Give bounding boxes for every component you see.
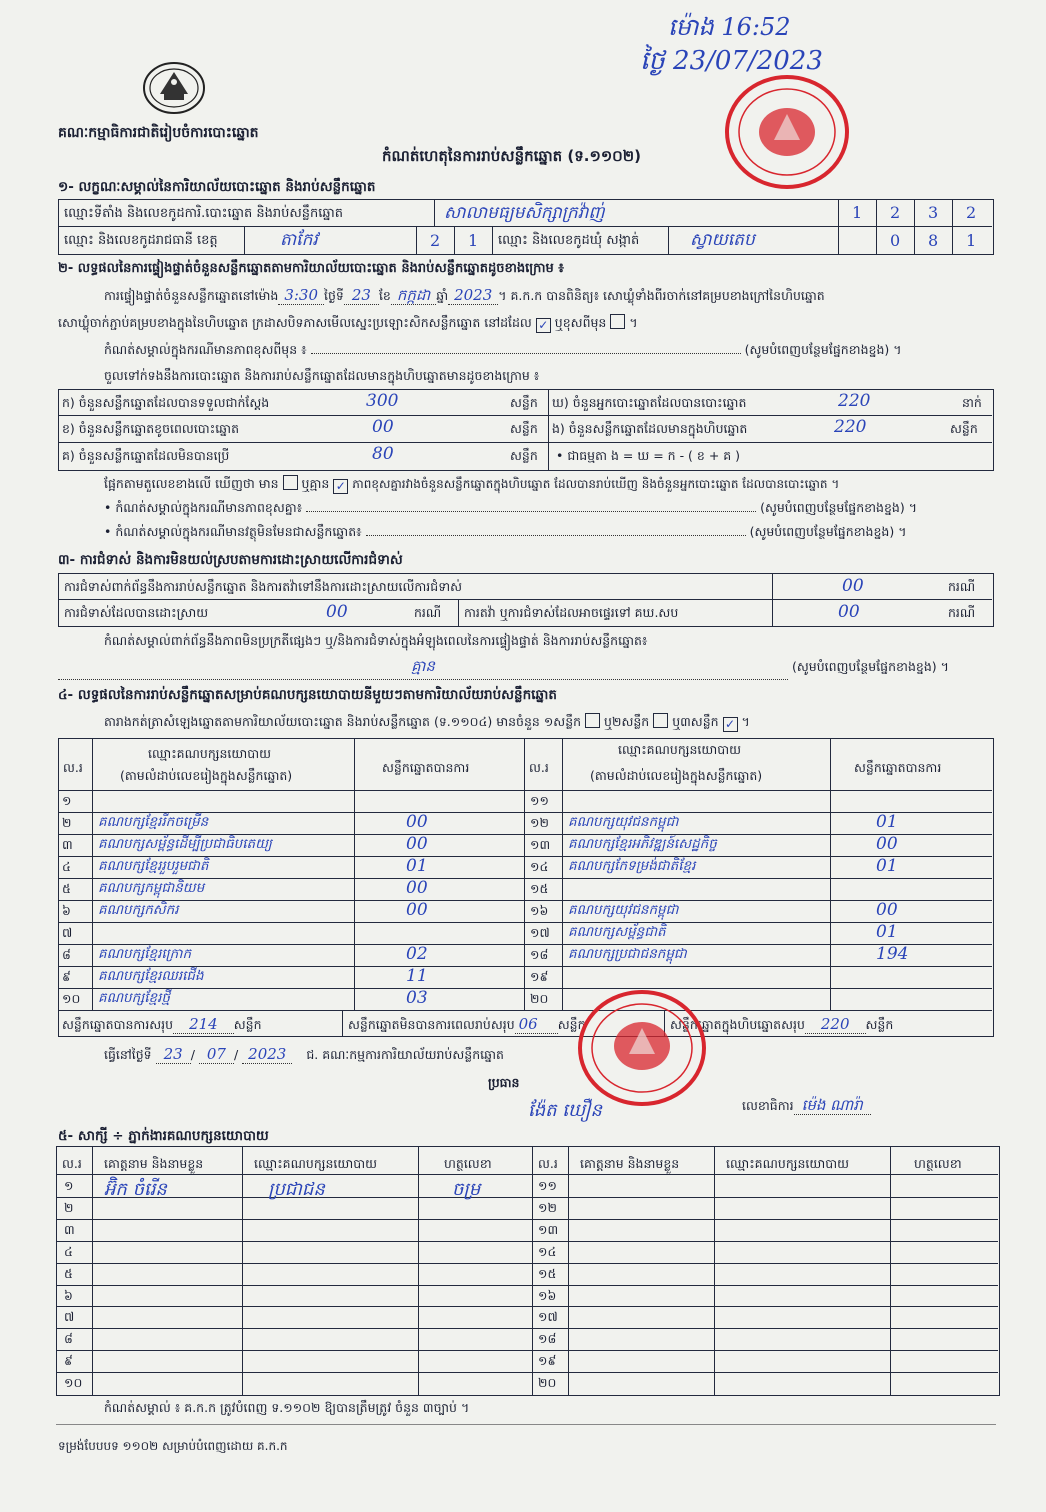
col-votes-left: សន្លឹកឆ្នោតបានការ <box>382 760 470 775</box>
opt3: ឬ៣សន្លឹក <box>672 714 719 729</box>
witness-row-no: ២០ <box>538 1375 557 1390</box>
province-code-1: 2 <box>430 231 441 250</box>
compare-row <box>104 475 839 495</box>
p1-e: ។ គ.ក.ក បានពិនិត្យ៖ សោឃ្លុំទាំងពីរចាក់នៅគម្របខាងក្រៅនៃហិបឆ្នោត <box>498 288 825 303</box>
witness-row-divider <box>56 1241 998 1242</box>
party-votes: 01 <box>876 922 898 942</box>
party-name: គណបក្សខ្មែរអភិវឌ្ឍន៍សេដ្ឋកិច្ច <box>568 836 717 852</box>
station-label: ឈ្មោះទីតាំង និងលេខកូដការិ.បោះឆ្នោត និងរាប់សន្លឹកឆ្នោត <box>64 206 343 221</box>
w-col-no-left: ល.រ <box>62 1156 82 1171</box>
commune-label: ឈ្មោះ និងលេខកូដឃុំ សង្កាត់ <box>498 233 640 248</box>
station-code-1: 1 <box>852 203 863 222</box>
commune-code-3: 1 <box>966 231 977 250</box>
date-label: ធ្វើនៅថ្ងៃទី <box>104 1047 152 1062</box>
row-e-unit: សន្លឹក <box>950 421 978 436</box>
station-code-4: 2 <box>966 203 977 222</box>
committee: ជ. គណៈកម្មការការិយាល័យរាប់សន្លឹកឆ្នោត <box>306 1047 504 1062</box>
witness1-name: អ៊ិក ចំរើន <box>104 1179 167 1200</box>
party-name: គណបក្សប្រជាជនកម្ពុជា <box>568 946 687 962</box>
party-name: គណបក្សសម្ព័ន្ធជាតិ <box>568 924 666 940</box>
witness-row-divider <box>56 1263 998 1264</box>
received-date: ថ្ងៃ 23/07/2023 <box>640 46 823 76</box>
note-label: កំណត់សម្គាល់ក្នុងករណីមានភាពខុសពីមុន ៖ <box>104 342 307 357</box>
two-sheet-checkbox[interactable] <box>653 713 668 728</box>
party-row-no: ១ <box>62 793 72 808</box>
row-c-value: 80 <box>372 444 394 464</box>
p1-a: ការផ្ទៀងផ្ទាត់ចំនួនសន្លឹកឆ្នោតនៅម៉ោង <box>104 288 279 303</box>
party-name: គណបក្សសម្ព័ន្ធដើម្បីប្រជាធិបតេយ្យ <box>98 836 272 852</box>
row-d-unit: នាក់ <box>962 395 982 410</box>
total-invalid-unit: សន្លឹក <box>557 1017 586 1032</box>
row-b-value: 00 <box>372 417 394 437</box>
col-no-left: ល.រ <box>63 760 83 775</box>
party-row-no: ១៧ <box>530 925 550 940</box>
witness-row-divider <box>56 1285 998 1286</box>
party-votes: 00 <box>406 834 428 854</box>
witness-row-no: ១១ <box>538 1178 557 1193</box>
secretary-row <box>742 1096 871 1118</box>
witness-row-divider <box>56 1372 998 1373</box>
section5-heading: ៥- សាក្សី ÷ ភ្នាក់ងារគណបក្សនយោបាយ <box>58 1128 269 1144</box>
party-row-no: ១៦ <box>530 903 549 918</box>
party-name: គណបក្សខ្មែរថ្មី <box>98 990 170 1006</box>
witness-row-divider <box>56 1219 998 1220</box>
col-party-left: ឈ្មោះគណបក្សនយោបាយ <box>148 746 272 761</box>
objection-row1-value: 00 <box>842 576 864 596</box>
row-b-unit: សន្លឹក <box>510 421 538 436</box>
witness-row-divider <box>56 1350 998 1351</box>
party-row-no: ៦ <box>62 903 71 918</box>
witness-row-divider <box>56 1328 998 1329</box>
witness-row-no: ១៨ <box>538 1331 557 1346</box>
bullet1: • កំណត់សម្គាល់ក្នុងករណីមានភាពខុសគ្នា៖ <box>104 500 303 515</box>
row-a-value: 300 <box>366 391 399 411</box>
section5-footer-note: កំណត់សម្គាល់ ៖ គ.ក.ក ត្រូវបំពេញ ទ.១១០២ ឱ្យបានត្រឹមត្រូវ ចំនួន ៣ច្បាប់ ។ <box>104 1400 470 1415</box>
total-box-label: សន្លឹកឆ្នោតក្នុងហិបឆ្នោតសរុប <box>670 1017 805 1032</box>
party-name: គណបក្សកែទម្រង់ជាតិខ្មែរ <box>568 858 696 874</box>
fill-more-3: (សូមបំពេញបន្ថែមផ្នែកខាងខ្នង) ។ <box>749 524 907 539</box>
total-invalid-label: សន្លឹកឆ្នោតមិនបានការពេលរាប់សរុប <box>348 1017 515 1032</box>
party-votes: 01 <box>406 856 428 876</box>
bullet1-row <box>104 500 917 519</box>
note-dots[interactable] <box>58 657 788 680</box>
date-row: ធ្វើនៅថ្ងៃទី 23 / 07 / 2023 ជ. គណៈកម្មការការិយាល័យរាប់សន្លឹកឆ្នោត <box>104 1045 504 1063</box>
objection-row2b-label: ការតវ៉ា ឬការជំទាស់ដែលអាចផ្ទេរទៅ គឃ.សប <box>464 605 679 620</box>
row-a-label: ក) ចំនួនសន្លឹកឆ្នោតដែលបានទទួលជាក់ស្តែង <box>62 395 270 410</box>
compare-c: ភាពខុសគ្នារវាងចំនួនសន្លឹកឆ្នោតក្នុងហិបឆ្នោត ដែលបានរាប់ឃើញ និងចំនួនអ្នកបោះឆ្នោត ដែលបានបោះឆ្នោត ។ <box>352 477 840 491</box>
witness-row-no: ១៩ <box>538 1353 557 1368</box>
party-votes: 00 <box>406 812 428 832</box>
party-row-no: ៣ <box>62 837 73 852</box>
objection-row2b-value: 00 <box>838 602 860 622</box>
has-difference-checkbox[interactable] <box>283 475 298 490</box>
section3-note-line <box>58 657 992 680</box>
row-divider <box>58 944 992 945</box>
compare-a: ផ្អែកតាមតួលេខខាងលើ ឃើញថា មាន <box>104 476 279 491</box>
verify-time: 3:30 <box>278 286 324 305</box>
station-code-3: 3 <box>928 203 939 222</box>
total-valid: 214 <box>173 1015 234 1034</box>
col-party-sub-left: (តាមលំដាប់លេខរៀងក្នុងសន្លឹកឆ្នោត) <box>120 768 293 783</box>
total-valid-unit: សន្លឹក <box>233 1017 262 1032</box>
commune-code-1: 0 <box>890 231 901 250</box>
verify-day: 23 <box>344 286 379 305</box>
party-row-no: ២០ <box>530 991 549 1006</box>
party-votes: 00 <box>406 878 428 898</box>
witness-row-no: ៩ <box>64 1353 73 1368</box>
objection-row2-value: 00 <box>326 602 348 622</box>
witness-row-no: ១ <box>64 1178 74 1193</box>
received-time: ម៉ោង 16:52 <box>668 13 791 41</box>
party-votes: 00 <box>876 834 898 854</box>
party-votes: 00 <box>876 900 898 920</box>
total-invalid-row <box>348 1015 586 1036</box>
form-title: កំណត់ហេតុនៃការរាប់សន្លឹកឆ្នោត (ទ.១១០២) <box>382 147 642 165</box>
party-votes: 00 <box>406 900 428 920</box>
w-col-party-right: ឈ្មោះគណបក្សនយោបាយ <box>726 1156 850 1171</box>
row-b-label: ខ) ចំនួនសន្លឹកឆ្នោតខូចពេលបោះឆ្នោត <box>62 421 240 436</box>
witness-row-no: ៨ <box>64 1331 73 1346</box>
witness-row-no: ៤ <box>64 1244 73 1259</box>
witness-header-divider <box>56 1174 998 1175</box>
row-divider <box>58 988 992 989</box>
date-month: 07 <box>199 1045 234 1064</box>
witness-row-no: ១៦ <box>538 1288 557 1303</box>
three-sheet-checkbox[interactable]: ✓ <box>723 717 738 732</box>
bullet2-row <box>104 524 906 543</box>
party-row-no: ១២ <box>530 815 549 830</box>
province-value: តាកែវ <box>280 230 318 250</box>
p1-f: សោឃ្លុំចាក់ភ្ជាប់គម្របខាងក្នុងនៃហិបឆ្នោត ក្រដាសបិទភាសមើលស្នេះប្រឡោះសិកសន្លឹកឆ្នោត នៅដដែល <box>58 315 532 330</box>
bullet2: • កំណត់សម្គាល់ក្នុងករណីមានវត្ថុមិនមែនជាសន្លឹកឆ្នោត៖ <box>104 524 362 539</box>
total-invalid: 06 <box>515 1015 558 1034</box>
results-intro: ចួលទៅក់ទងនឹងការបោះឆ្នោត និងការរាប់សន្លឹកឆ្នោតដែលមានក្នុងហិបឆ្នោតមានដូចខាងក្រោម ៖ <box>104 368 540 383</box>
no-difference-checkbox[interactable]: ✓ <box>333 479 348 494</box>
witness1-signature: ចម្រ <box>452 1179 481 1200</box>
party-name: គណបក្សយុវជនកម្ពុជា <box>568 902 679 918</box>
different-checkbox[interactable] <box>610 314 625 329</box>
party-row-no: ៥ <box>62 881 71 896</box>
date-year: 2023 <box>242 1045 292 1064</box>
chair-label: ប្រធាន <box>488 1075 520 1090</box>
section1-heading: ១- លក្ខណៈសម្គាល់នៃការិយាល័យបោះឆ្នោត និងរាប់សន្លឹកឆ្នោត <box>58 179 376 195</box>
verification-line1 <box>104 286 825 308</box>
witness1-party: ប្រជាជន <box>268 1179 325 1200</box>
w-col-sig-right: ហត្ថលេខា <box>914 1156 962 1171</box>
party-name: គណបក្សខ្មែររីកចម្រើន <box>98 814 209 830</box>
official-stamp-bottom <box>576 988 708 1108</box>
row-e-label: ង) ចំនួនសន្លឹកឆ្នោតដែលមានក្នុងហិបឆ្នោត <box>552 421 748 436</box>
bullet2-line[interactable] <box>366 535 746 536</box>
note-value: គ្មាន <box>411 657 435 675</box>
objection-row2b-unit: ករណី <box>948 605 976 620</box>
section2-heading: ២- លទ្ធផលនៃការផ្ទៀងផ្ទាត់ចំនួនសន្លឹកឆ្នោតតាមការិយាល័យបោះឆ្នោត និងរាប់សន្លឹកឆ្នោតដូចខាងក្រោម ៖ <box>58 261 564 276</box>
w-col-party-left: ឈ្មោះគណបក្សនយោបាយ <box>254 1156 378 1171</box>
w-col-no-right: ល.រ <box>538 1156 558 1171</box>
p1-d: ឆ្នាំ <box>436 288 449 303</box>
party-row-no: ៩ <box>62 969 71 984</box>
party-votes: 02 <box>406 944 428 964</box>
row-d-value: 220 <box>838 391 871 411</box>
col-votes-right: សន្លឹកឆ្នោតបានការ <box>854 760 942 775</box>
party-row-no: ១៥ <box>530 881 549 896</box>
official-stamp-top <box>724 74 850 190</box>
party-row-no: ១៨ <box>530 947 549 962</box>
secretary-label: លេខាធិការ <box>742 1098 794 1113</box>
row-a-unit: សន្លឹក <box>510 395 538 410</box>
party-votes: 01 <box>876 856 898 876</box>
party-votes: 03 <box>406 988 428 1008</box>
section3-heading: ៣- ការជំទាស់ និងការមិនយល់ស្របតាមការដោះស្រាយលើការជំទាស់ <box>58 552 403 568</box>
station-code-2: 2 <box>890 203 901 222</box>
total-valid-row <box>62 1015 262 1036</box>
witness-row-no: ១៣ <box>538 1222 559 1237</box>
p1-b: ថ្ងៃទី <box>324 288 344 303</box>
col-party-sub-right: (តាមលំដាប់លេខរៀងក្នុងសន្លឹកឆ្នោត) <box>590 768 763 783</box>
party-votes: 01 <box>876 812 898 832</box>
objection-row1-unit: ករណី <box>948 579 976 594</box>
w-col-name-right: គោត្តនាម និងនាមខ្លួន <box>580 1156 680 1171</box>
formula: • ជាធម្មតា ង = ឃ = ក - ( ខ + គ ) <box>556 448 741 463</box>
party-row-no: ១៤ <box>530 859 549 874</box>
party-row-no: ៤ <box>62 859 71 874</box>
witness-row-no: ៧ <box>64 1309 75 1324</box>
party-name: គណបក្សកម្ពុជានិយម <box>98 880 205 896</box>
witness-row-divider <box>56 1306 998 1307</box>
witness-row-no: ១៧ <box>538 1309 558 1324</box>
org-name: គណៈកម្មាធិការជាតិរៀបចំការបោះឆ្នោត <box>58 125 259 141</box>
commune-value: ស្វាយតេប <box>690 230 755 250</box>
p1-g: ឬខុសពីមុន <box>554 315 607 330</box>
fill-more: (សូមបំពេញបន្ថែមផ្នែកខាងខ្នង) ។ <box>744 342 902 357</box>
col-party-right: ឈ្មោះគណបក្សនយោបាយ <box>618 742 742 757</box>
form-footer: ទម្រង់បែបបទ ១១០២ សម្រាប់បំពេញដោយ គ.ក.ក <box>58 1439 288 1453</box>
objection-row2-label: ការជំទាស់ដែលបានដោះស្រាយ <box>64 605 209 620</box>
opt2: ឬ២សន្លឹក <box>604 714 650 729</box>
nec-emblem <box>138 58 210 118</box>
witness-row-no: ២ <box>64 1200 74 1215</box>
row-divider <box>58 922 992 923</box>
party-row-no: ៨ <box>62 947 71 962</box>
verification-line2: សោឃ្លុំចាក់ភ្ជាប់គម្របខាងក្នុងនៃហិបឆ្នោត ក្រដាសបិទភាសមើលស្នេះប្រឡោះសិកសន្លឹកឆ្នោត នៅដដែល ✓ ឬខុសពីមុន ។ <box>58 315 638 332</box>
province-code-2: 1 <box>468 231 479 250</box>
section3-note: កំណត់សម្គាល់ពាក់ព័ន្ធនឹងភាពមិនប្រក្រតីផ្សេងៗ ឬ/និងការជំទាស់ក្នុងអំឡុងពេលនៃការផ្ទៀងផ្ទាត់ និងការរាប់សន្លឹកឆ្នោត៖ <box>104 633 648 648</box>
province-label: ឈ្មោះ និងលេខកូដរាជធានី ខេត្ត <box>64 233 218 248</box>
chair-signature: ង៉ែត ឃឿន <box>528 1100 602 1121</box>
witness-table <box>56 1146 1000 1396</box>
party-row-no: ៧ <box>62 925 73 940</box>
verify-month: កក្កដា <box>391 286 436 305</box>
one-sheet-checkbox[interactable] <box>585 713 600 728</box>
party-name: គណបក្សខ្មែរក្រោក <box>98 946 192 962</box>
total-box: 220 <box>805 1015 866 1034</box>
witness-row-no: ១៥ <box>538 1266 557 1281</box>
secretary-signature: ម៉េង ណារ៉ា <box>794 1096 871 1115</box>
party-name: គណបក្សយុវជនកម្ពុជា <box>568 814 679 830</box>
party-row-no: ១៩ <box>530 969 549 984</box>
witness-row-no: ១៤ <box>538 1244 557 1259</box>
p1-c: ខែ <box>378 288 391 303</box>
party-name: គណបក្សកសិករ <box>98 902 179 918</box>
witness-row-no: ៥ <box>64 1266 73 1281</box>
section4-intro: តារាងកត់ត្រាសំឡេងឆ្នោតតាមការិយាល័យបោះឆ្នោត និងរាប់សន្លឹកឆ្នោត (ទ.១១០៤) មានចំនួន ១សន្លឹក <box>104 714 582 729</box>
section4-intro-row: តារាងកត់ត្រាសំឡេងឆ្នោតតាមការិយាល័យបោះឆ្នោត និងរាប់សន្លឹកឆ្នោត (ទ.១១០៤) មានចំនួន ១សន្លឹក ឬ២សន្លឹក ឬ៣សន្លឹក ✓ ។ <box>104 714 750 731</box>
same-checkbox[interactable]: ✓ <box>536 318 551 333</box>
party-row-no: ២ <box>62 815 72 830</box>
witness-row-no: ៦ <box>64 1288 73 1303</box>
party-votes: 11 <box>406 966 428 986</box>
bullet1-line[interactable] <box>306 511 756 512</box>
party-votes: 194 <box>876 944 909 964</box>
w-col-name-left: គោត្តនាម និងនាមខ្លួន <box>104 1156 204 1171</box>
party-name: គណបក្សខ្មែរឈរជើង <box>98 968 204 984</box>
total-box-unit: សន្លឹក <box>865 1017 894 1032</box>
station-value: សាលាមធ្យមសិក្សាក្រវ៉ាញ់ <box>444 203 605 223</box>
objection-row1-label: ការជំទាស់ពាក់ព័ន្ធនឹងការរាប់សន្លឹកឆ្នោត និងការតវ៉ាទៅនឹងការដោះស្រាយលើការជំទាស់ <box>64 579 463 594</box>
row-d-label: ឃ) ចំនួនអ្នកបោះឆ្នោតដែលបានបោះឆ្នោត <box>552 395 747 410</box>
fill-more-4: (សូមបំពេញបន្ថែមផ្នែកខាងខ្នង) ។ <box>791 659 949 674</box>
party-row-no: ១០ <box>62 991 81 1006</box>
compare-b: ឬគ្មាន <box>301 476 330 491</box>
party-row-no: ១១ <box>530 793 549 808</box>
party-row-no: ១៣ <box>530 837 551 852</box>
objection-row2-unit: ករណី <box>414 605 442 620</box>
verify-year: 2023 <box>448 286 498 305</box>
commune-code-2: 8 <box>928 231 939 250</box>
difference-note-row <box>104 342 990 361</box>
party-name: គណបក្សខ្មែររួបរួមជាតិ <box>98 858 209 874</box>
section4-heading: ៤- លទ្ធផលនៃការរាប់សន្លឹកឆ្នោតសម្រាប់គណបក្សនយោបាយនីមួយៗតាមការិយាល័យរាប់សន្លឹកឆ្នោត <box>58 687 557 703</box>
row-e-value: 220 <box>834 417 867 437</box>
total-valid-label: សន្លឹកឆ្នោតបានការសរុប <box>62 1017 174 1032</box>
witness-row-no: ១០ <box>64 1375 83 1390</box>
date-day: 23 <box>156 1045 191 1064</box>
row-c-unit: សន្លឹក <box>510 448 538 463</box>
row-c-label: គ) ចំនួនសន្លឹកឆ្នោតដែលមិនបានប្រើ <box>62 448 230 463</box>
col-no-right: ល.រ <box>529 760 549 775</box>
note-line[interactable] <box>311 353 741 354</box>
witness-row-divider <box>56 1197 998 1198</box>
fill-more-2: (សូមបំពេញបន្ថែមផ្នែកខាងខ្នង) ។ <box>760 500 917 515</box>
witness-row-no: ៣ <box>64 1222 75 1237</box>
w-col-sig-left: ហត្ថលេខា <box>444 1156 492 1171</box>
row-divider <box>58 900 992 901</box>
witness-row-no: ១២ <box>538 1200 557 1215</box>
